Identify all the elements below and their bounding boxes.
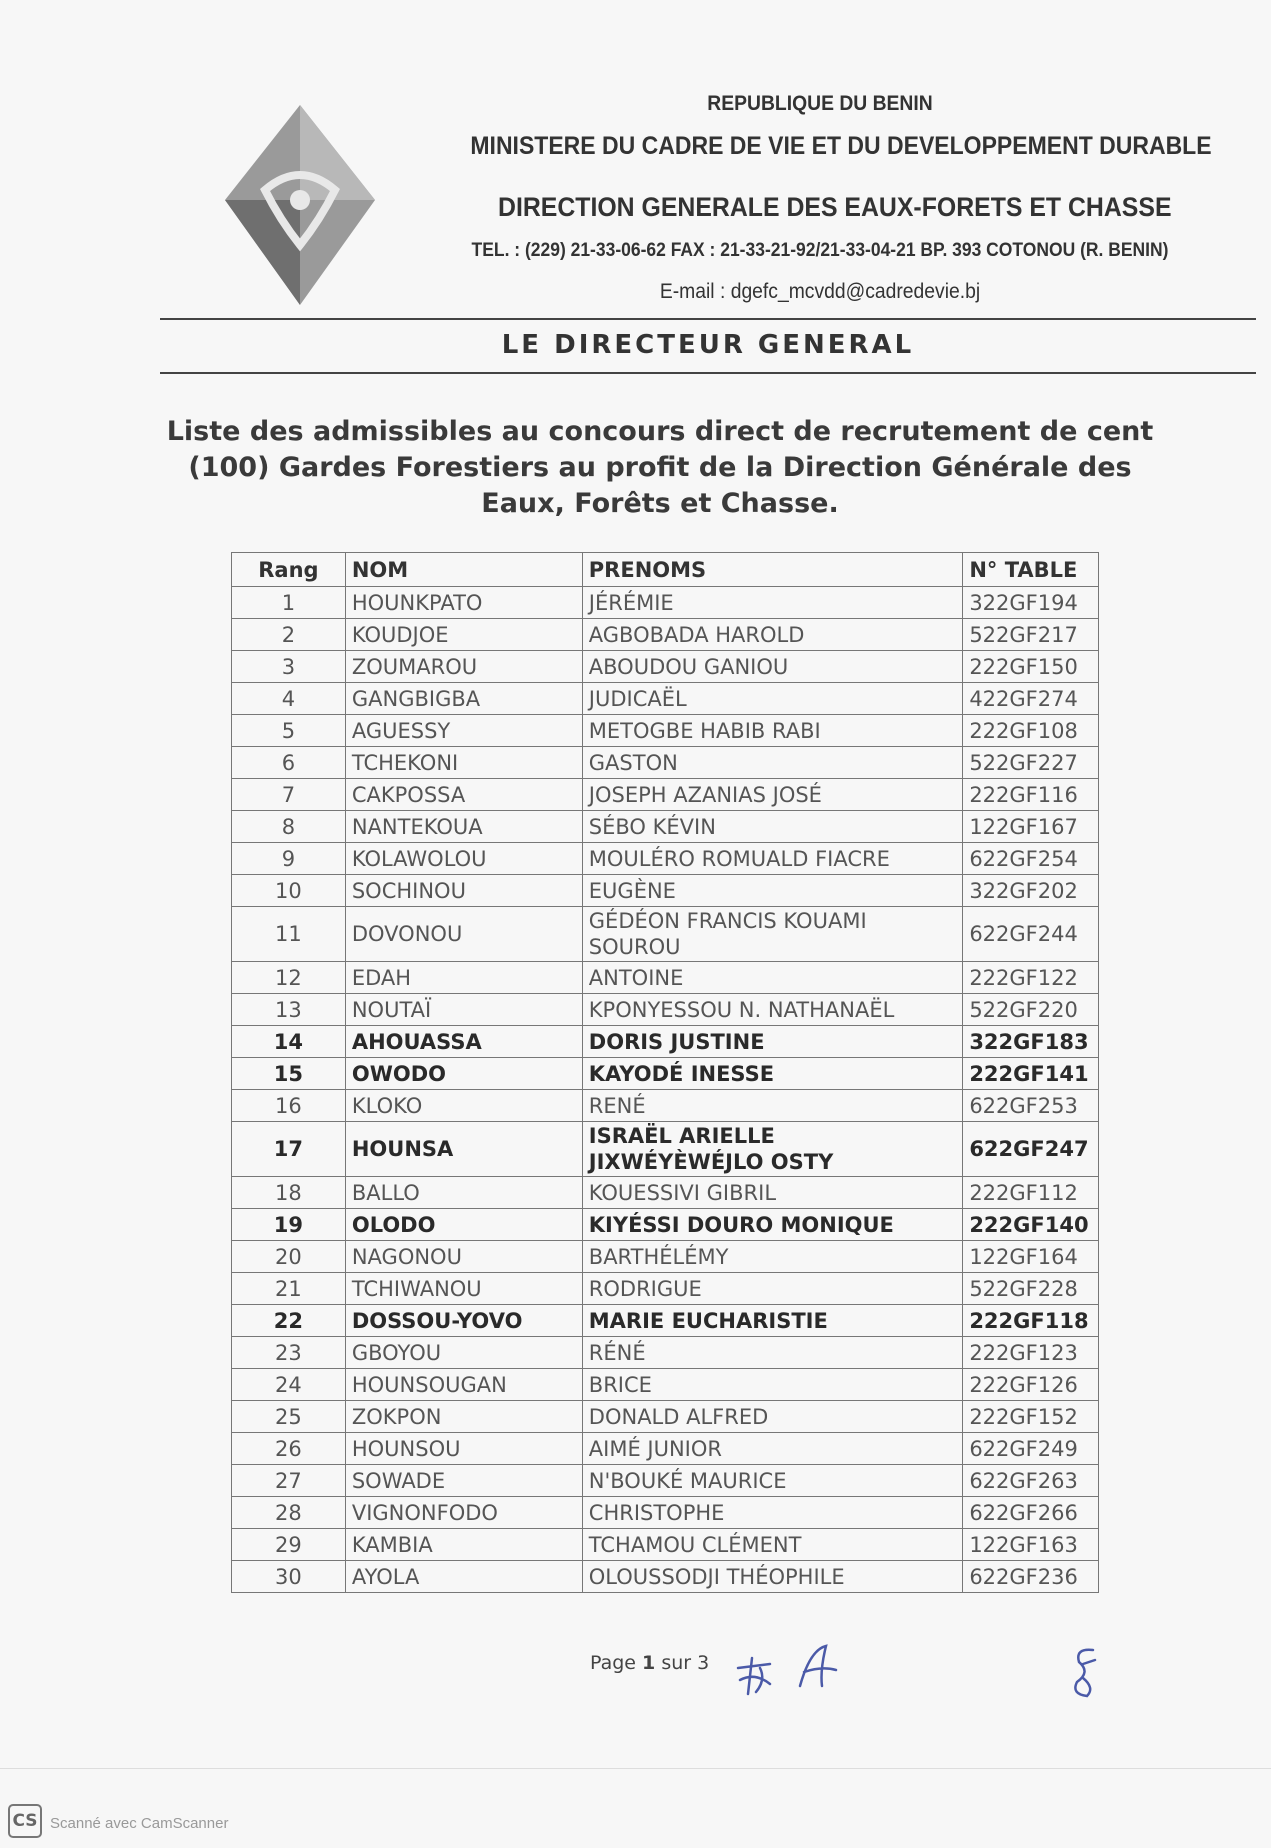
cell-rang: 30 — [232, 1561, 346, 1593]
table-row — [232, 1026, 1099, 1058]
cell-prenoms: JÉRÉMIE — [582, 587, 963, 619]
cell-table-number: 622GF254 — [963, 843, 1099, 875]
cell-table-number: 522GF228 — [963, 1273, 1099, 1305]
table-row — [232, 962, 1099, 994]
cell-prenoms: KPONYESSOU N. NATHANAËL — [582, 994, 963, 1026]
cell-nom: VIGNONFODO — [345, 1497, 582, 1529]
cell-table-number: 222GF108 — [963, 715, 1099, 747]
table-row — [232, 994, 1099, 1026]
cell-prenoms: DONALD ALFRED — [582, 1401, 963, 1433]
table-row — [232, 1177, 1099, 1209]
cell-nom: GANGBIGBA — [345, 683, 582, 715]
cell-rang: 26 — [232, 1433, 346, 1465]
table-row — [232, 1090, 1099, 1122]
cell-prenoms: MOULÉRO ROMUALD FIACRE — [582, 843, 963, 875]
cell-rang: 17 — [232, 1122, 346, 1177]
cell-prenoms: KOUESSIVI GIBRIL — [582, 1177, 963, 1209]
cell-nom: HOUNSOUGAN — [345, 1369, 582, 1401]
cell-rang: 5 — [232, 715, 346, 747]
cell-table-number: 222GF123 — [963, 1337, 1099, 1369]
cell-table-number: 322GF194 — [963, 587, 1099, 619]
document-title — [160, 414, 1160, 522]
table-row — [232, 1497, 1099, 1529]
cell-nom: HOUNKPATO — [345, 587, 582, 619]
cell-rang: 6 — [232, 747, 346, 779]
table-row — [232, 747, 1099, 779]
cell-prenoms: RENÉ — [582, 1090, 963, 1122]
cell-prenoms: AGBOBADA HAROLD — [582, 619, 963, 651]
title-line-2: (100) Gardes Forestiers au profit de la Direction Générale des — [188, 452, 1132, 483]
cell-rang: 24 — [232, 1369, 346, 1401]
table-row — [232, 1337, 1099, 1369]
cell-prenoms: JUDICAËL — [582, 683, 963, 715]
cell-prenoms: TCHAMOU CLÉMENT — [582, 1529, 963, 1561]
cell-rang: 7 — [232, 779, 346, 811]
table-row — [232, 1433, 1099, 1465]
cell-rang: 16 — [232, 1090, 346, 1122]
cell-prenoms: METOGBE HABIB RABI — [582, 715, 963, 747]
cell-rang: 2 — [232, 619, 346, 651]
table-body — [232, 587, 1099, 1593]
cell-nom: DOSSOU-YOVO — [345, 1305, 582, 1337]
header-divider-bottom — [160, 372, 1256, 374]
cell-rang: 3 — [232, 651, 346, 683]
page-prefix: Page — [590, 1652, 636, 1674]
page-separator: sur — [661, 1652, 692, 1674]
cell-rang: 18 — [232, 1177, 346, 1209]
cell-prenoms: KAYODÉ INESSE — [582, 1058, 963, 1090]
cell-prenoms: ANTOINE — [582, 962, 963, 994]
initials-signature-2-icon — [792, 1640, 842, 1692]
cell-prenoms: CHRISTOPHE — [582, 1497, 963, 1529]
cell-rang: 14 — [232, 1026, 346, 1058]
table-row — [232, 1401, 1099, 1433]
cell-rang: 29 — [232, 1529, 346, 1561]
page-current: 1 — [642, 1652, 656, 1674]
cell-nom: NOUTAÏ — [345, 994, 582, 1026]
cell-table-number: 322GF183 — [963, 1026, 1099, 1058]
camscanner-watermark: Scanné avec CamScanner — [50, 1815, 229, 1832]
cell-prenoms: GÉDÉON FRANCIS KOUAMI SOUROU — [582, 907, 963, 962]
cell-nom: NANTEKOUA — [345, 811, 582, 843]
header-email: E-mail : dgefc_mcvdd@cadredevie.bj — [659, 280, 981, 303]
cell-rang: 8 — [232, 811, 346, 843]
table-row — [232, 1058, 1099, 1090]
cell-nom: ZOKPON — [345, 1401, 582, 1433]
table-row — [232, 1529, 1099, 1561]
cell-prenoms: AIMÉ JUNIOR — [582, 1433, 963, 1465]
header-republique: REPUBLIQUE DU BENIN — [707, 92, 933, 115]
cell-nom: DOVONOU — [345, 907, 582, 962]
cell-table-number: 622GF249 — [963, 1433, 1099, 1465]
column-header-prenoms: PRENOMS — [582, 553, 963, 587]
director-general-title: LE DIRECTEUR GENERAL — [501, 330, 915, 360]
cell-rang: 12 — [232, 962, 346, 994]
cell-prenoms: OLOUSSODJI THÉOPHILE — [582, 1561, 963, 1593]
cell-table-number: 322GF202 — [963, 875, 1099, 907]
cell-table-number: 222GF118 — [963, 1305, 1099, 1337]
cell-prenoms: BRICE — [582, 1369, 963, 1401]
admissibles-table — [231, 552, 1099, 1593]
cell-nom: KAMBIA — [345, 1529, 582, 1561]
cell-nom: BALLO — [345, 1177, 582, 1209]
cell-table-number: 422GF274 — [963, 683, 1099, 715]
table-row — [232, 1209, 1099, 1241]
cell-table-number: 222GF112 — [963, 1177, 1099, 1209]
cell-nom: KOLAWOLOU — [345, 843, 582, 875]
cell-table-number: 622GF253 — [963, 1090, 1099, 1122]
cell-table-number: 222GF141 — [963, 1058, 1099, 1090]
cell-nom: HOUNSOU — [345, 1433, 582, 1465]
table-row — [232, 1561, 1099, 1593]
cell-prenoms: MARIE EUCHARISTIE — [582, 1305, 963, 1337]
cell-prenoms: KIYÉSSI DOURO MONIQUE — [582, 1209, 963, 1241]
table-row — [232, 779, 1099, 811]
column-header-nom: NOM — [345, 553, 582, 587]
cell-table-number: 122GF164 — [963, 1241, 1099, 1273]
table-row — [232, 587, 1099, 619]
cell-rang: 21 — [232, 1273, 346, 1305]
cell-rang: 20 — [232, 1241, 346, 1273]
cell-prenoms: DORIS JUSTINE — [582, 1026, 963, 1058]
cell-table-number: 622GF247 — [963, 1122, 1099, 1177]
table-row — [232, 683, 1099, 715]
header-divider-top — [160, 318, 1256, 320]
cell-nom: NAGONOU — [345, 1241, 582, 1273]
cell-nom: HOUNSA — [345, 1122, 582, 1177]
cell-table-number: 622GF244 — [963, 907, 1099, 962]
cell-rang: 19 — [232, 1209, 346, 1241]
title-line-3: Eaux, Forêts et Chasse. — [481, 488, 839, 519]
cell-prenoms: GASTON — [582, 747, 963, 779]
cell-rang: 23 — [232, 1337, 346, 1369]
cell-nom: KLOKO — [345, 1090, 582, 1122]
camscanner-logo-icon: CS — [8, 1804, 42, 1838]
cell-rang: 15 — [232, 1058, 346, 1090]
cell-nom: CAKPOSSA — [345, 779, 582, 811]
scan-footer-divider — [0, 1768, 1271, 1769]
table-row — [232, 1241, 1099, 1273]
cell-prenoms: BARTHÉLÉMY — [582, 1241, 963, 1273]
cell-nom: AGUESSY — [345, 715, 582, 747]
cell-nom: TCHEKONI — [345, 747, 582, 779]
cell-table-number: 222GF126 — [963, 1369, 1099, 1401]
cell-prenoms: ISRAËL ARIELLE JIXWÉYÈWÉJLO OSTY — [582, 1122, 963, 1177]
cell-prenoms: RÉNÉ — [582, 1337, 963, 1369]
page-total: 3 — [697, 1652, 710, 1674]
cell-rang: 4 — [232, 683, 346, 715]
page-indicator — [590, 1652, 709, 1674]
cell-prenoms: ABOUDOU GANIOU — [582, 651, 963, 683]
cell-prenoms: JOSEPH AZANIAS JOSÉ — [582, 779, 963, 811]
cell-table-number: 222GF122 — [963, 962, 1099, 994]
cell-nom: KOUDJOE — [345, 619, 582, 651]
cell-table-number: 122GF167 — [963, 811, 1099, 843]
table-row — [232, 1122, 1099, 1177]
table-header-row — [232, 553, 1099, 587]
cell-nom: SOCHINOU — [345, 875, 582, 907]
table-row — [232, 843, 1099, 875]
cell-prenoms: SÉBO KÉVIN — [582, 811, 963, 843]
table-row — [232, 1369, 1099, 1401]
column-header-rang: Rang — [232, 553, 346, 587]
cell-table-number: 522GF220 — [963, 994, 1099, 1026]
cell-table-number: 522GF227 — [963, 747, 1099, 779]
cell-table-number: 222GF140 — [963, 1209, 1099, 1241]
cell-rang: 13 — [232, 994, 346, 1026]
title-line-1: Liste des admissibles au concours direct de recrutement de cent — [166, 416, 1154, 447]
cell-prenoms: RODRIGUE — [582, 1273, 963, 1305]
cell-table-number: 522GF217 — [963, 619, 1099, 651]
cell-nom: OLODO — [345, 1209, 582, 1241]
cell-table-number: 622GF236 — [963, 1561, 1099, 1593]
table-row — [232, 1273, 1099, 1305]
cell-rang: 10 — [232, 875, 346, 907]
cell-table-number: 622GF263 — [963, 1465, 1099, 1497]
cell-nom: AHOUASSA — [345, 1026, 582, 1058]
cell-table-number: 222GF152 — [963, 1401, 1099, 1433]
cell-rang: 28 — [232, 1497, 346, 1529]
cell-nom: OWODO — [345, 1058, 582, 1090]
cell-nom: EDAH — [345, 962, 582, 994]
column-header-table: N° TABLE — [963, 553, 1099, 587]
cell-nom: AYOLA — [345, 1561, 582, 1593]
cell-rang: 1 — [232, 587, 346, 619]
header-contact: TEL. : (229) 21-33-06-62 FAX : 21-33-21-92/21-33-04-21 BP. 393 COTONOU (R. BENIN) — [471, 240, 1169, 261]
cell-rang: 27 — [232, 1465, 346, 1497]
table-row — [232, 619, 1099, 651]
table-row — [232, 907, 1099, 962]
cell-table-number: 122GF163 — [963, 1529, 1099, 1561]
cell-prenoms: N'BOUKÉ MAURICE — [582, 1465, 963, 1497]
cell-nom: SOWADE — [345, 1465, 582, 1497]
dgefc-logo-icon — [225, 105, 375, 305]
cell-table-number: 622GF266 — [963, 1497, 1099, 1529]
table-row — [232, 651, 1099, 683]
header-ministere: MINISTERE DU CADRE DE VIE ET DU DEVELOPPEMENT DURABLE — [470, 132, 1212, 160]
initials-signature-1-icon — [730, 1650, 780, 1700]
table-row — [232, 1305, 1099, 1337]
initials-signature-3-icon — [1065, 1642, 1105, 1702]
table-row — [232, 1465, 1099, 1497]
table-row — [232, 811, 1099, 843]
cell-rang: 22 — [232, 1305, 346, 1337]
cell-table-number: 222GF150 — [963, 651, 1099, 683]
cell-nom: TCHIWANOU — [345, 1273, 582, 1305]
cell-prenoms: EUGÈNE — [582, 875, 963, 907]
table-row — [232, 715, 1099, 747]
cell-nom: GBOYOU — [345, 1337, 582, 1369]
header-direction: DIRECTION GENERALE DES EAUX-FORETS ET CHASSE — [498, 192, 1172, 222]
table-row — [232, 875, 1099, 907]
cell-rang: 11 — [232, 907, 346, 962]
cell-table-number: 222GF116 — [963, 779, 1099, 811]
cell-nom: ZOUMAROU — [345, 651, 582, 683]
cell-rang: 25 — [232, 1401, 346, 1433]
cell-rang: 9 — [232, 843, 346, 875]
